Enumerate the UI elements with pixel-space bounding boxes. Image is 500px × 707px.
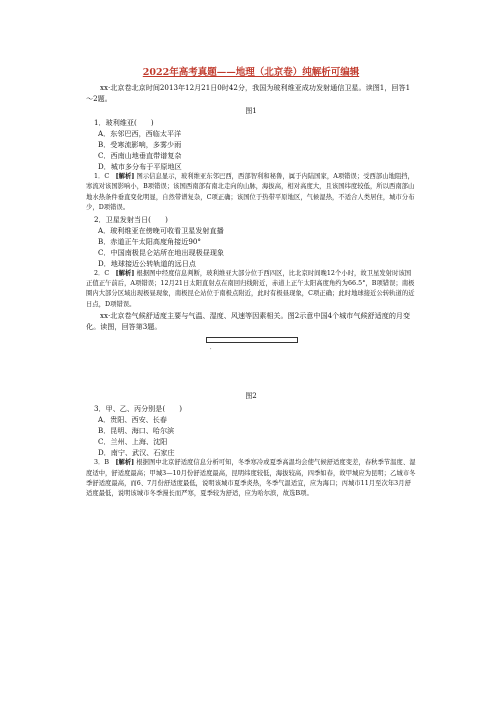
figure-1-label: 图1	[245, 106, 257, 115]
document-page	[86, 64, 416, 500]
intro-paragraph: xx·北京卷北京时间2013年12月21日0时42分，我国为玻利维亚成功发射通信卫星。读图1，回答1～2题。	[86, 83, 411, 103]
q3-option-a: A．贵阳、西安、长春	[98, 415, 167, 425]
q1-answer-body: 图示信息显示，玻利维亚东邻巴西，西部智利和秘鲁，属于内陆国家，A项错误；受西部山地阻挡，寒流对该国影响小，B项错误；该国西南部有南北走向的山脉，海拔高，相对高度大，且该国纬度较低，所以西南部山地水热条件垂直变化明显，自然带谱复杂，C项正确；该国位于热带平原地区，气候湿热，不适合人类居住，城市分布少，D项错误。	[86, 173, 415, 212]
q3-option-c: C．兰州、上海、沈阳	[98, 437, 168, 447]
figure-2-graphic	[86, 334, 416, 378]
q3-option-d: D．南宁、武汉、石家庄	[98, 448, 175, 458]
intro-2-paragraph: xx·北京卷气候舒适度主要与气温、湿度、风速等因素相关。图2示意中国4个城市气候舒适度的月变化。读图，回答第3题。	[86, 311, 411, 332]
document-title: 2022年高考真题——地理（北京卷）纯解析可编辑	[142, 67, 360, 78]
q2-option-c: C．中国南极昆仑站所在地出现极昼现象	[98, 247, 225, 257]
q1-answer-head: 1．C	[94, 173, 110, 180]
q3-answer-body: 根据图中北京舒适度信息分析可知，冬季寒冷或夏季高温均会使气候舒适度变差，春秋季节温度、湿度适中，舒适度最高；甲城3—10月份舒适度最高，昆明纬度较低，海拔较高，四季如春，故甲城应为昆明；乙城市冬季舒适度最高，而6、7月份舒适度最低，说明该城市夏季炎热，冬季气温适宜，应为海口；丙城市11月至次年3月舒适度最低，说明该城市冬季漫长而严寒，夏季较为舒适，应为哈尔滨，故选B项。	[86, 459, 416, 498]
figure-2-label: 图2	[245, 391, 257, 401]
q1-option-b: B．受寒流影响，多雾少雨	[98, 140, 182, 149]
figure-2-frame	[206, 337, 298, 343]
q2-answer	[86, 269, 416, 311]
q3-option-b: B．昆明、海口、哈尔滨	[98, 426, 175, 436]
q1-option-c: C．西南山地垂直带谱复杂	[98, 151, 182, 160]
q1-option-d: D．城市多分布于平原地区	[98, 162, 182, 171]
question-3-stem: 3．甲、乙、丙分别是( )	[94, 404, 183, 414]
question-2-stem: 2．卫星发射当日( )	[94, 214, 168, 224]
q3-answer	[86, 458, 416, 500]
q2-answer-body: 根据图中经度信息判断，玻利维亚大部分位于西四区，比北京时间晚12个小时，故卫星发射时该国正值正午前后，A项错误；12月21日太阳直射点在南回归线附近，赤道上正午太阳高度角约为66.5°，B项错误；南极圈内大部分区域出现极昼现象，南极昆仑站位于南极点附近，此时有极昼现象，C项正确；此时地球接近公转轨道的近日点，D项错误。	[86, 269, 415, 308]
q1-answer-tag: [解析]	[115, 173, 135, 180]
figure-2-tick: ′	[210, 348, 212, 356]
q2-answer-tag: [解析]	[115, 269, 135, 277]
q2-option-d: D．地球接近公转轨道的远日点	[98, 258, 196, 268]
q3-answer-head: 3．B	[94, 459, 110, 467]
question-1-stem: 1．玻利维亚( )	[94, 118, 154, 127]
q1-answer	[86, 172, 416, 214]
q2-option-a: A．玻利维亚在傍晚可收看卫星发射直播	[98, 225, 224, 235]
q1-option-a: A．东邻巴西，西临太平洋	[98, 129, 182, 138]
q2-answer-head: 2．C	[94, 269, 110, 277]
q2-option-b: B．赤道正午太阳高度角接近90°	[98, 236, 201, 246]
q3-answer-tag: [解析]	[115, 459, 135, 467]
